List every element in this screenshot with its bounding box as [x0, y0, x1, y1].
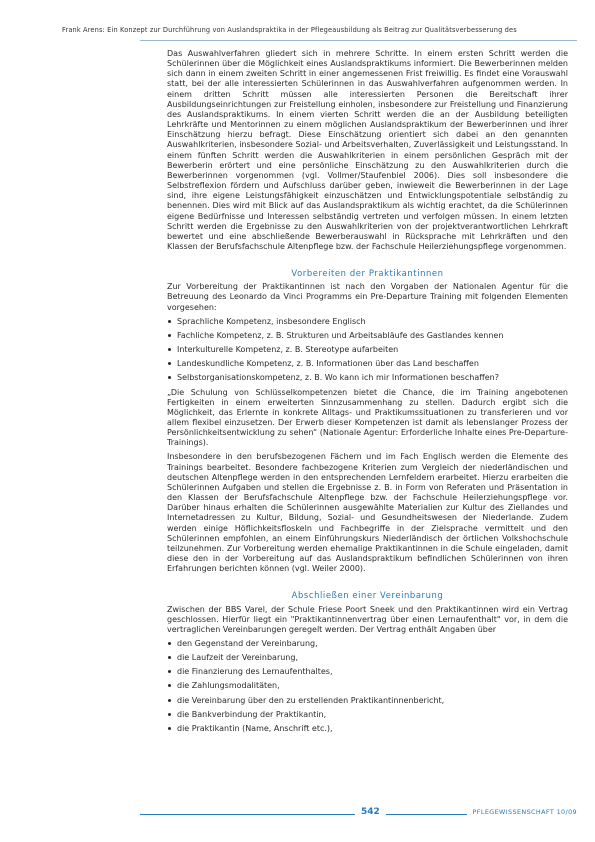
preparation-lead: Zur Vorbereitung der Praktikantinnen ist nach den Vorgaben der Nationalen Agentur für die Betreuung des Leonardo da Vinci Programms ein Pre-Departure Training mit folgenden Elementen vorgesehen: [167, 282, 568, 312]
agreement-bullet-list [167, 639, 568, 734]
list-item: die Laufzeit der Vereinbarung, [167, 653, 568, 663]
intro-paragraph: Das Auswahlverfahren gliedert sich in mehrere Schritte. In einem ersten Schritt werden die Schülerinnen über die Möglichkeit eines Auslandspraktikums informiert. Die Bewerberinnen melden sich dann in einem zweiten Schritt in einer angemessenen Frist freiwillig. Es findet eine Vorauswahl statt, bei der alle interessierten Schülerinnen in das Auswahlverfahren aufgenommen werden. In einem dritten Schritt müssen alle interessierten Personen die Bereitschaft ihrer Ausbildungseinrichtungen zur Freistellung einholen, insbesondere zur Freistellung und Finanzierung des Auslandspraktikums. In einem vierten Schritt werden die an der Ausbildung beteiligten Lehrkräfte und Mentorinnen zu einem möglichen Auslandspraktikum der Bewerberinnen und ihrer Einschätzung hierzu befragt. Diese Einschätzung orientiert sich dabei an den genannten Auswahlkriterien, insbesondere Sozial- und Arbeitsverhalten, Zuverlässigkeit und Leistungsstand. In einem fünften Schritt werden die Auswahlkriterien in einem persönlichen Gespräch mit der Bewerberin erörtert und eine persönliche Einschätzung zu den Auswahlkriterien durch die Bewerberinnen vorgenommen (vgl. Vollmer/Staufenbiel 2006). Dies soll insbesondere die Selbstreflexion fördern und Aufschluss darüber geben, inwieweit die Bewerberinnen in der Lage sind, ihre eigene Leistungsfähigkeit einzuschätzen und Entwicklungspotentiale selbständig zu benennen. Dies wird mit Blick auf das Auslandspraktikum als wichtig erachtet, da die Schülerinnen eigene Bedürfnisse und Interessen selbständig vertreten und verfolgen müssen. In einem letzten Schritt werden die Ergebnisse zu den Auswahlkriterien von der projektverantwortlichen Lehrkraft bewertet und eine abschließende Bewerberauswahl in Rücksprache mit Lehrkräften und den Klassen der Berufsfachschule Altenpflege bzw. der Fachschule Heilerziehungspflege vorgenommen. [167, 49, 568, 251]
header-rule [140, 40, 577, 41]
list-item: Selbstorganisationskompetenz, z. B. Wo kann ich mir Informationen beschaffen? [167, 373, 568, 383]
quote-paragraph: „Die Schulung von Schlüsselkompetenzen bietet die Chance, die im Training angebotenen Fertigkeiten in einem erweiterten Sinnzusammenhang zu stellen. Dadurch ergibt sich die Möglichkeit, das Erlernte in konkrete Alltags- und Praktikumssituationen zu transferieren und vor allem flexibel einzusetzen. Der Erwerb dieser Kompetenzen ist damit als lebenslanger Prozess der Persönlichkeitsentwicklung zu sehen“ (Nationale Agentur: Erforderliche Inhalte eines Pre-Departure-Trainings). [167, 387, 568, 448]
list-item: die Praktikantin (Name, Anschrift etc.), [167, 724, 568, 734]
list-item: Landeskundliche Kompetenz, z. B. Informationen über das Land beschaffen [167, 359, 568, 369]
list-item: Sprachliche Kompetenz, insbesondere Englisch [167, 317, 568, 327]
page-margin [0, 0, 135, 842]
body-paragraph: Insbesondere in den berufsbezogenen Fächern und im Fach Englisch werden die Elemente des Trainings bearbeitet. Besondere fachbezogene Kriterien zum Vergleich der niederländischen und deutschen Altenpflege werden in den entsprechenden Lernfeldern erarbeitet. Hierzu erarbeiten die Schülerinnen Aufgaben und stellen die Ergebnisse z. B. in Form von Referaten und Präsentation in den Klassen der Berufsfachschule Altenpflege bzw. der Fachschule Heilerziehungspflege vor. Darüber hinaus erhalten die Schülerinnen ausgewählte Materialien zur Kultur des Ziellandes und Internetadressen zu Kultur, Bildung, Sozial- und Gesundheitswesen der Niederlande. Zudem werden einige Höflichkeitsfloskeln und Fachbegriffe in der Zielsprache vermittelt und den Schülerinnen empfohlen, an einem Einführungskurs Niederländisch der örtlichen Volkshochschule teilzunehmen. Zur Vorbereitung werden ehemalige Praktikantinnen in die Schule eingeladen, damit diese den in der Vorbereitung auf das Auslandspraktikum befindlichen Schülerinnen von ihren Erfahrungen berichten können (vgl. Weiler 2000). [167, 452, 568, 574]
list-item: die Vereinbarung über den zu erstellenden Praktikantinnenbericht, [167, 696, 568, 706]
journal-name: PFLEGEWISSENSCHAFT 10/09 [467, 808, 577, 816]
list-item: die Finanzierung des Lernaufenthaltes, [167, 667, 568, 677]
preparation-bullet-list [167, 317, 568, 384]
article-body [167, 49, 568, 738]
list-item: die Zahlungsmodalitäten, [167, 681, 568, 691]
list-item: Fachliche Kompetenz, z. B. Strukturen und Arbeitsabläufe des Gastlandes kennen [167, 331, 568, 341]
section-heading-preparation: Vorbereiten der Praktikantinnen [291, 268, 444, 279]
list-item: die Bankverbindung der Praktikantin, [167, 710, 568, 720]
list-item: den Gegenstand der Vereinbarung, [167, 639, 568, 649]
running-head: Frank Arens: Ein Konzept zur Durchführung von Auslandspraktika in der Pflegeausbildung als Beitrag zur Qualitätsverbesserung des [62, 26, 517, 34]
section-heading-agreement: Abschließen einer Vereinbarung [291, 590, 444, 601]
agreement-lead: Zwischen der BBS Varel, der Schule Friese Poort Sneek und den Praktikantinnen wird ein Vertrag geschlossen. Hierfür liegt ein "Praktikantinnenvertrag über einen Lernaufenthalt" vor, in dem die vertraglichen Vereinbarungen geregelt werden. Der Vertrag enthält Angaben über [167, 604, 568, 634]
page-footer [140, 808, 577, 822]
page-number: 542 [355, 807, 386, 817]
list-item: Interkulturelle Kompetenz, z. B. Stereotype aufarbeiten [167, 345, 568, 355]
